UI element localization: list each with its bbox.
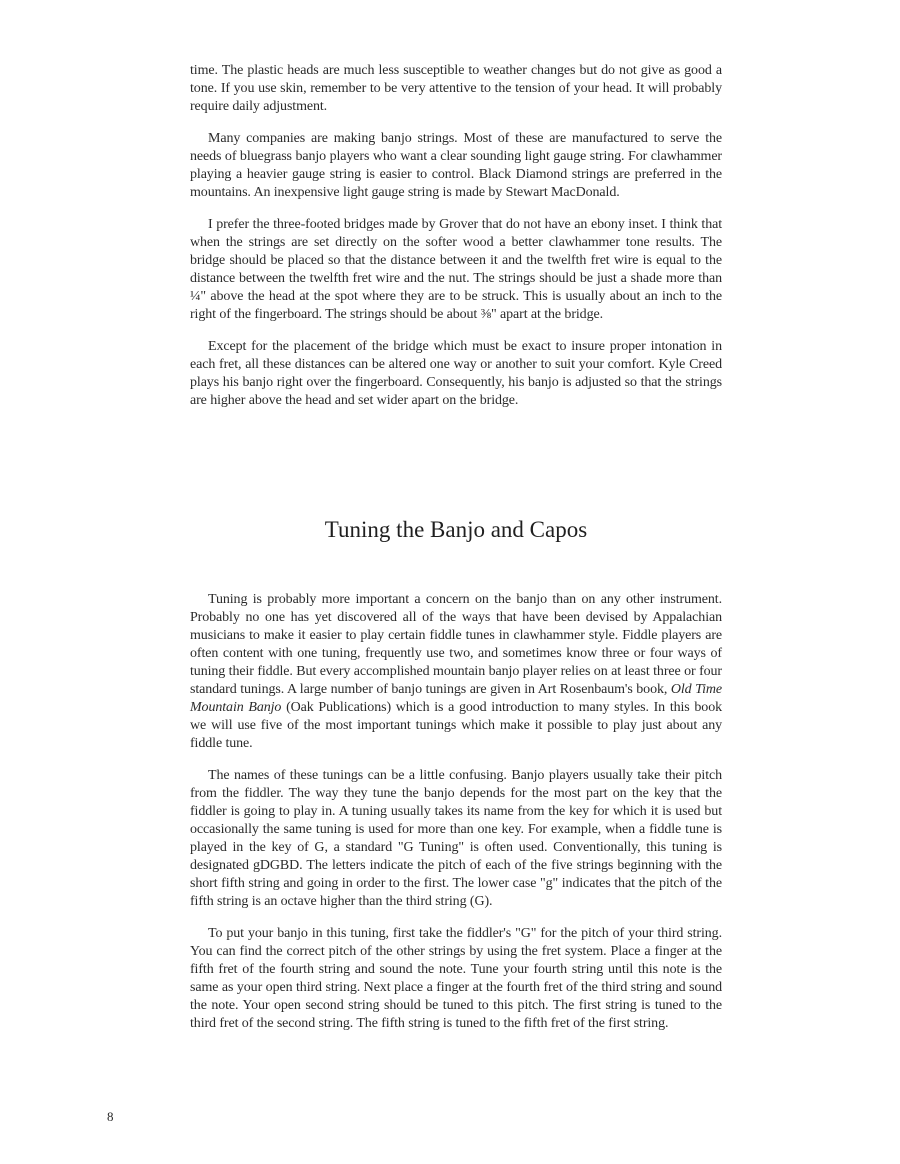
paragraph-bridges: I prefer the three-footed bridges made by Grover that do not have an ebony inset. I think that when the strings are set directly on the softer wood a better clawhammer tone results. The bridge should be placed so that the distance between it and the twelfth fret wire is equal to the distance between the twelfth fret wire and the nut. The strings should be just a shade more than ¼" above the head at the spot where they are to be struck. This is usually about an inch to the right of the fingerboard. The strings should be about ⅜" apart at the bridge. <box>190 217 722 322</box>
section-title: Tuning the Banjo and Capos <box>324 517 588 542</box>
page-number: 8 <box>107 1109 114 1124</box>
paragraph-tuning-importance <box>190 591 722 753</box>
book-title: Old Time Mountain Banjo <box>190 682 722 715</box>
paragraph-distances: Except for the placement of the bridge which must be exact to insure proper intonation in each fret, all these distances can be altered one way or another to suit your comfort. Kyle Creed plays his banjo right over the fingerboard. Consequently, his banjo is adjusted so that the strings are higher above the head and set wider apart on the bridge. <box>190 339 722 408</box>
tuning-section <box>190 591 722 1047</box>
tuning-text-before: Tuning is probably more important a concern on the banjo than on any other instrument. Probably no one has yet discovered all of the ways that have been devised by Appalachian musicians to make it easier to play certain fiddle tunes in clawhammer style. Fiddle players are often content with one tuning, frequently use two, and sometimes know three or four ways of tuning their fiddle. But every accomplished mountain banjo player relies on at least three or four standard tunings. A large number of banjo tunings are given in Art Rosenbaum's book, <box>190 592 722 697</box>
intro-section <box>190 62 722 424</box>
paragraph-banjo-strings: Many companies are making banjo strings. Most of these are manufactured to serve the needs of bluegrass banjo players who want a clear sounding light gauge string. For clawhammer playing a heavier gauge string is easier to control. Black Diamond strings are preferred in the mountains. An inexpensive light gauge string is made by Stewart MacDonald. <box>190 131 722 200</box>
paragraph-head-tension: time. The plastic heads are much less susceptible to weather changes but do not give as good a tone. If you use skin, remember to be very attentive to the tension of your head. It will probably require daily adjustment. <box>190 63 722 114</box>
paragraph-tuning-instructions: To put your banjo in this tuning, first take the fiddler's "G" for the pitch of your third string. You can find the correct pitch of the other strings by using the fret system. Place a finger at the fifth fret of the fourth string and sound the note. Tune your fourth string until this note is the same as your open third string. Next place a finger at the fourth fret of the third string and sound the note. Your open second string should be tuned to this pitch. The first string is tuned to the third fret of the second string. The fifth string is tuned to the fifth fret of the first string. <box>190 926 722 1031</box>
tuning-text-after: (Oak Publications) which is a good introduction to many styles. In this book we will use five of the most important tunings which make it possible to play just about any fiddle tune. <box>190 700 722 751</box>
paragraph-tuning-names: The names of these tunings can be a little confusing. Banjo players usually take their pitch from the fiddler. The way they tune the banjo depends for the most part on the key that the fiddler is going to play in. A tuning usually takes its name from the key for which it is used but occasionally the same tuning is used for more than one key. For example, when a fiddle tune is played in the key of G, a standard "G Tuning" is often used. Conventionally, this tuning is designated gDGBD. The letters indicate the pitch of each of the five strings beginning with the short fifth string and going in order to the first. The lower case "g" indicates that the pitch of the fifth string is an octave higher than the third string (G). <box>190 768 722 909</box>
